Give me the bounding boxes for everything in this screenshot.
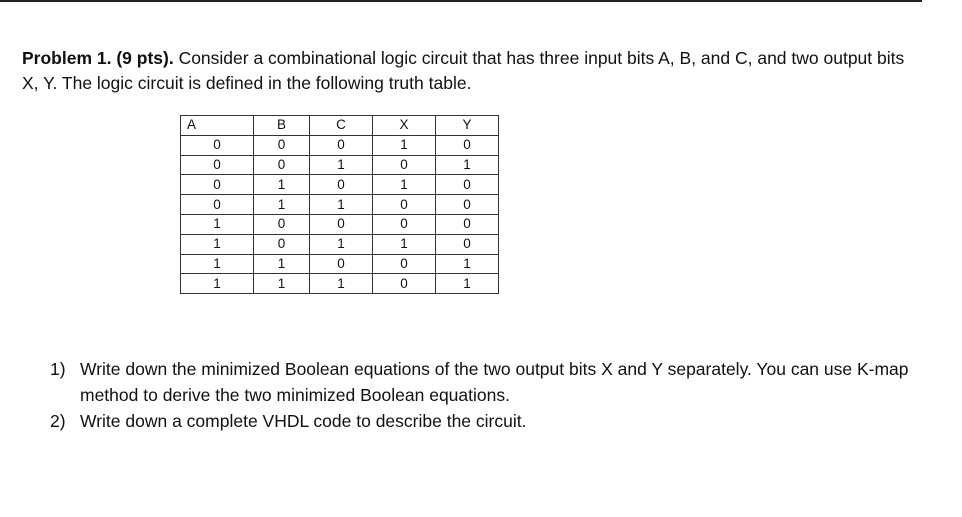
cell-y: 0 xyxy=(436,214,499,234)
header-a: A xyxy=(181,116,254,136)
cell-c: 0 xyxy=(310,175,373,195)
cell-a: 1 xyxy=(181,234,254,254)
cell-c: 0 xyxy=(310,254,373,274)
cell-c: 1 xyxy=(310,155,373,175)
truth-table-row xyxy=(181,195,499,215)
cell-c: 1 xyxy=(310,274,373,294)
cell-y: 0 xyxy=(436,195,499,215)
cell-x: 0 xyxy=(373,155,436,175)
cell-y: 0 xyxy=(436,234,499,254)
cell-y: 1 xyxy=(436,274,499,294)
header-x: X xyxy=(373,116,436,136)
header-c: C xyxy=(310,116,373,136)
cell-b: 1 xyxy=(254,195,310,215)
truth-table-header-row xyxy=(181,116,499,136)
question-item xyxy=(50,356,920,408)
cell-b: 1 xyxy=(254,254,310,274)
cell-b: 0 xyxy=(254,234,310,254)
cell-c: 1 xyxy=(310,234,373,254)
cell-x: 1 xyxy=(373,135,436,155)
cell-c: 0 xyxy=(310,135,373,155)
problem-heading: Problem 1. (9 pts). xyxy=(22,48,174,68)
cell-b: 0 xyxy=(254,155,310,175)
truth-table-row xyxy=(181,175,499,195)
truth-table-row xyxy=(181,214,499,234)
header-y: Y xyxy=(436,116,499,136)
cell-b: 1 xyxy=(254,175,310,195)
problem-text: Consider a combinational logic circuit that has three input bits A, B, and C, and two output bits X, Y. The logic circuit is defined in the following truth table. xyxy=(22,48,905,93)
cell-a: 1 xyxy=(181,274,254,294)
cell-x: 1 xyxy=(373,234,436,254)
cell-y: 0 xyxy=(436,175,499,195)
problem-statement xyxy=(22,46,922,96)
cell-a: 1 xyxy=(181,254,254,274)
question-text: Write down the minimized Boolean equations of the two output bits X and Y separately. You can use K-map method to derive the two minimized Boolean equations. xyxy=(80,359,909,405)
truth-table-row xyxy=(181,155,499,175)
cell-x: 0 xyxy=(373,214,436,234)
cell-c: 0 xyxy=(310,214,373,234)
truth-table-row xyxy=(181,274,499,294)
top-rule xyxy=(0,0,922,2)
question-number: 2) xyxy=(50,411,66,431)
cell-x: 0 xyxy=(373,274,436,294)
truth-table xyxy=(180,115,499,294)
cell-a: 0 xyxy=(181,175,254,195)
truth-table-row xyxy=(181,234,499,254)
cell-x: 0 xyxy=(373,195,436,215)
truth-table-body xyxy=(181,135,499,293)
question-number: 1) xyxy=(50,359,66,379)
cell-a: 0 xyxy=(181,135,254,155)
cell-b: 0 xyxy=(254,214,310,234)
cell-a: 1 xyxy=(181,214,254,234)
cell-y: 1 xyxy=(436,155,499,175)
question-item xyxy=(50,408,920,434)
cell-a: 0 xyxy=(181,195,254,215)
cell-y: 1 xyxy=(436,254,499,274)
cell-y: 0 xyxy=(436,135,499,155)
cell-c: 1 xyxy=(310,195,373,215)
truth-table-row xyxy=(181,135,499,155)
header-b: B xyxy=(254,116,310,136)
question-list xyxy=(50,356,920,434)
cell-a: 0 xyxy=(181,155,254,175)
question-text: Write down a complete VHDL code to describe the circuit. xyxy=(80,411,527,431)
cell-b: 1 xyxy=(254,274,310,294)
cell-x: 0 xyxy=(373,254,436,274)
cell-x: 1 xyxy=(373,175,436,195)
truth-table-row xyxy=(181,254,499,274)
cell-b: 0 xyxy=(254,135,310,155)
